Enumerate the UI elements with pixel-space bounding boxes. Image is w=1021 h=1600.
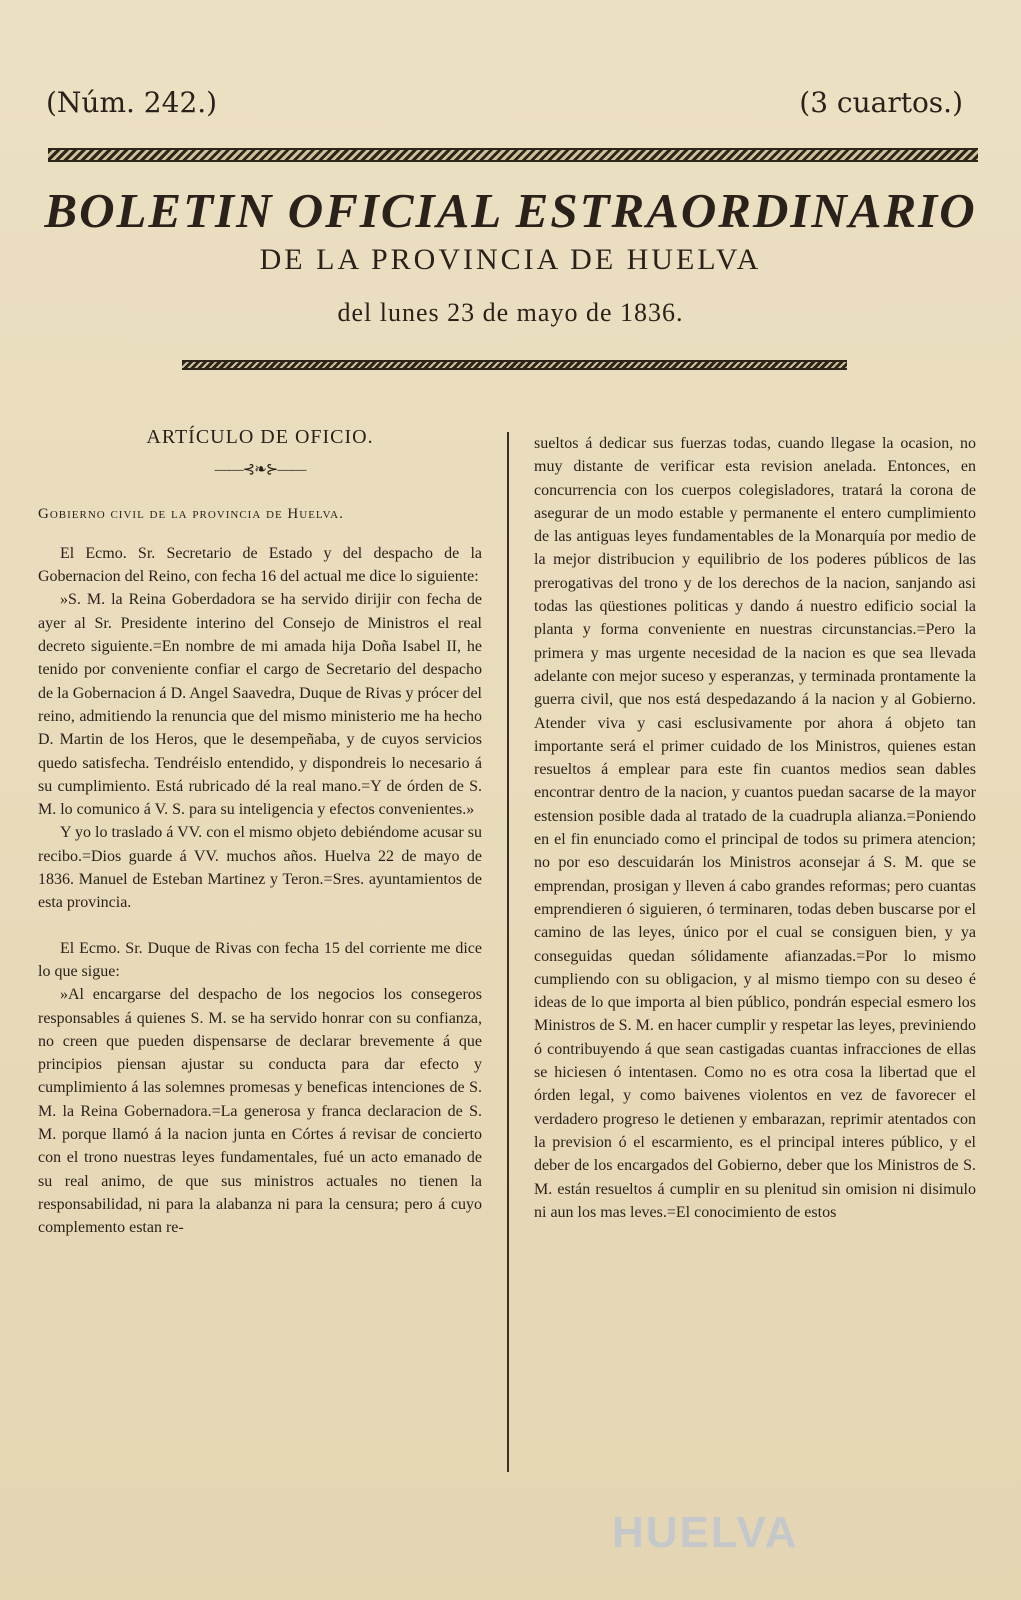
column-divider [507,432,509,1472]
paragraph: Y yo lo traslado á VV. con el mismo objeto debiéndome acusar su recibo.=Dios guarde á VV. muchos años. Huelva 22 de mayo de 1836. Manuel de Esteban Martinez y Teron.=Sres. ayuntamientos de esta provincia. [38,824,482,912]
left-column [38,420,482,1240]
section-title: ARTÍCULO DE OFICIO. [146,426,374,448]
archive-watermark: HUELVA [612,1508,799,1557]
decorative-rule-top [48,148,978,162]
issue-price: (3 cuartos.) [799,86,963,119]
issue-number: (Núm. 242.) [46,86,218,119]
paragraph: »S. M. la Reina Goberdadora se ha servido dirijir con fecha de ayer al Sr. Presidente interino del Consejo de Ministros el real decreto siguiente.=En nombre de mi amada hija Doña Isabel II, he tenido por conveniente confiar el cargo de Secretario del despacho de la Gobernacion á D. Angel Saavedra, Duque de Rivas y prócer del reino, admitiendo la renuncia que del mismo ministerio me ha hecho D. Martin de los Heros, que le desempeñaba, y de cuyos servicios quedo satisfecha. Tendréislo entendido, y dispondreis lo necesario á su cumplimiento. Está rubricado dé la real mano.=Y de órden de S. M. lo comunico á V. S. para su inteligencia y efectos convenientes.» [38,591,482,819]
masthead-subtitle: DE LA PROVINCIA DE HUELVA [259,243,762,276]
decorative-rule-middle [182,360,847,370]
paragraph: El Ecmo. Sr. Duque de Rivas con fecha 15 del corriente me dice lo que sigue: [38,939,482,980]
masthead-title: BOLETIN OFICIAL ESTRAORDINARIO [44,183,977,238]
paragraph: »Al encargarse del despacho de los negocios los consegeros responsables á quienes S. M. se ha servido honrar con su confianza, no creen que pueden dispensarse de declarar brevemente á que principios piensan ajustar su conducta para dar efecto y cumplimiento á las solemnes promesas y beneficas intenciones de S. M. la Reina Gobernadora.=La generosa y franca declaracion de S. M. porque llamó á la nacion junta en Córtes á revisar de concierto con el trono nuestras leyes fundamentales, fué un acto emanado de su real animo, de que sus ministros actuales no tienen la responsabilidad, ni para la alabanza ni para la censura; pero á cuyo complemento estan re- [38,986,482,1237]
issue-date: del lunes 23 de mayo de 1836. [337,298,684,327]
ornament-divider: ——⊰❧⊱—— [214,462,306,479]
issuing-office: Gobierno civil de la provincia de Huelva. [38,505,344,522]
paragraph: sueltos á dedicar sus fuerzas todas, cuando llegase la ocasion, no muy distante de verificar esta revision anelada. Entonces, en concurrencia con los cuerpos colegisladores, tratará la corona de asegurar de un modo estable y permanente el entero cumplimiento de las antiguas leyes fundamentables de la Monarquía por medio de la mejor distribucion y equilibrio de los poderes públicos de las prerogativas del trono y de los derechos de la nacion, sanjando asi todas las qüestiones politicas y dando á nuestro edificio social la planta y forma conveniente en nuestras circunstancias.=Pero la primera y mas urgente necesidad de la nacion es que sea llevada adelante con mejor suceso y esperanzas, y terminada prontamente la guerra civil, que nos está despedazando á la nacion y al Gobierno. Atender viva y casi esclusivamente por ahora á objeto tan importante será el primer cuidado de los Ministros, quienes estan resueltos á emplear para este fin cuantos medios sean dables encontrar dentro de la nacion, y cuantos puedan sacarse de la mayor estension posible dada al tratado de la cuadrupla alianza.=Poniendo en el fin enunciado como el principal de todos su primera atencion; no por eso descuidarán los Ministros aconsejar á S. M. que se emprendan, prosigan y lleven á cabo grandes reformas; pero cuantas emprendieren ó siguieren, ó terminaren, todas deben buscarse por el camino de las leyes, único por el cual se consiguen bien, y ya conseguidas quedan sólidamente afianzadas.=Por lo mismo cumpliendo con su obligacion, y al mismo tiempo con su deseo é ideas de lo que importa al bien público, pondrán especial esmero los Ministros de S. M. en hacer cumplir y respetar las leyes, previniendo ó contribuyendo á que sean castigadas cuantas infracciones de ellas se hiciesen ó intentasen. Como no es otra cosa la libertad que el órden legal, y como baivenes violentos en vez de favorecer el verdadero progreso le detienen y embarazan, reprimir atentados con la prevision ó el escarmiento, es el principal interes público, y el deber de los encargados del Gobierno, deber que los Ministros de S. M. están resueltos á cumplir en su plenitud sin omision ni disimulo ni aun los mas leves.=El conocimiento de estos [534,435,976,1221]
right-column [534,432,976,1224]
paragraph: El Ecmo. Sr. Secretario de Estado y del despacho de la Gobernacion del Reino, con fecha 16 del actual me dice lo siguiente: [38,544,482,586]
